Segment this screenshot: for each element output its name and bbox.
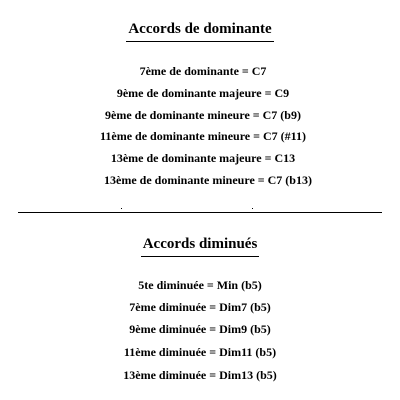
diminished-chord-line: 11ème diminuée = Dim11 (b5) <box>123 345 277 359</box>
section-divider <box>18 212 382 213</box>
section-title-dominant: Accords de dominante <box>0 20 400 42</box>
diminished-chord-line: 7ème diminuée = Dim7 (b5) <box>129 300 271 314</box>
dominant-chord-line: 7ème de dominante = C7 <box>139 64 267 78</box>
diminished-chord-line: 13ème diminuée = Dim13 (b5) <box>123 368 277 382</box>
dominant-chord-line: 13ème de dominante mineure = C7 (b13) <box>104 173 312 187</box>
dominant-chord-line: 13ème de dominante majeure = C13 <box>110 151 296 165</box>
dominant-chord-line: 9ème de dominante mineure = C7 (b9) <box>105 108 301 122</box>
dominant-chord-line: 9ème de dominante majeure = C9 <box>116 86 290 100</box>
divider-mark <box>121 208 122 209</box>
section-title-diminished: Accords diminués <box>0 235 400 257</box>
dominant-chord-line: 11ème de dominante mineure = C7 (#11) <box>100 129 306 143</box>
divider-mark <box>252 208 253 209</box>
diminished-chord-line: 5te diminuée = Min (b5) <box>138 278 262 292</box>
diminished-chord-line: 9ème diminuée = Dim9 (b5) <box>129 322 271 336</box>
